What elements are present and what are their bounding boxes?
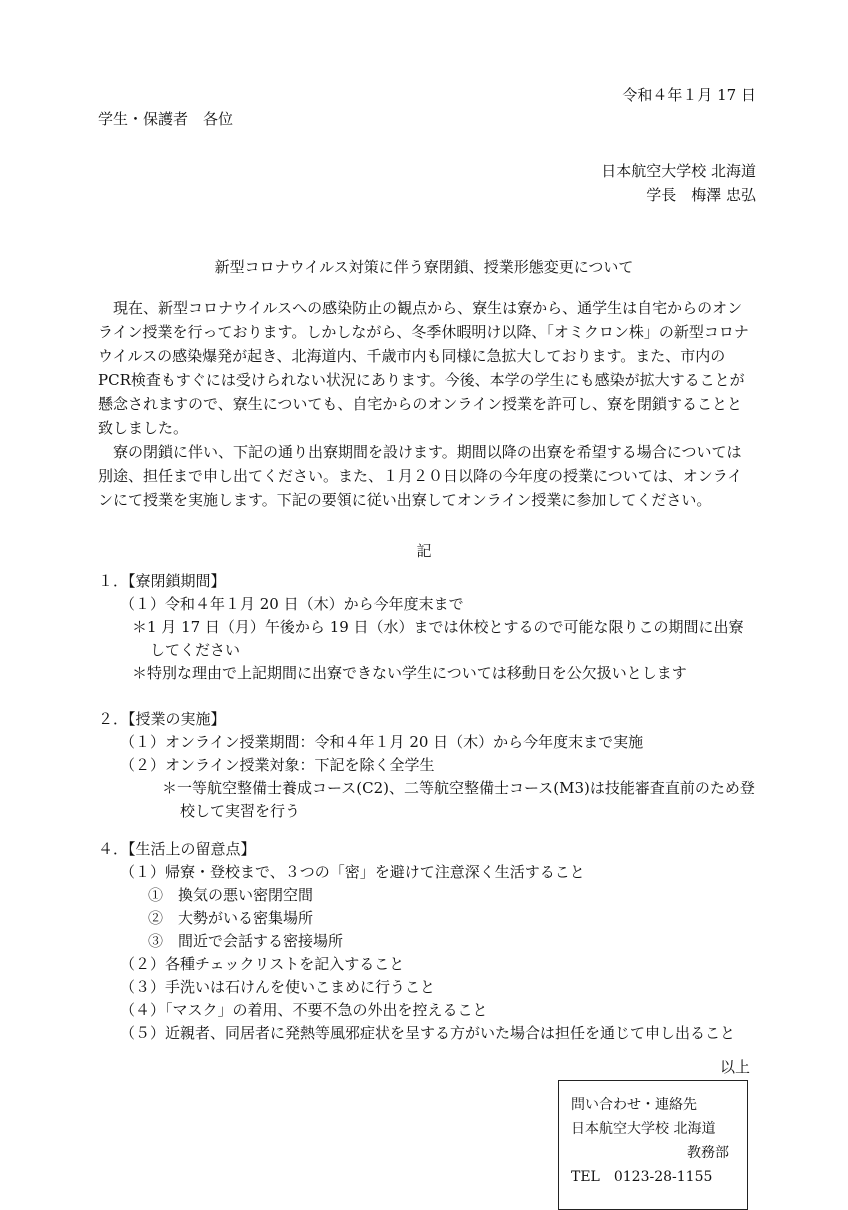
contact-department: 教務部 (687, 1145, 729, 1161)
list-item: （１）令和４年１月 20 日（木）から今年度末まで (120, 595, 464, 613)
ki-heading: 記 (416, 542, 432, 560)
list-item: （３）手洗いは石けんを使いこまめに行うこと (120, 978, 436, 996)
document-title: 新型コロナウイルス対策に伴う寮閉鎖、授業形態変更について (214, 258, 634, 276)
list-item: （２）各種チェックリストを記入すること (120, 955, 405, 973)
note-wrapper (98, 777, 758, 823)
body-paragraph: 現在、新型コロナウイルスへの感染防止の観点から、寮生は寮から、通学生は自宅からのオンライン授業を行っております。しかしながら、冬季休暇明け以降、「オミクロン株」の新型コロナウイルスの感染爆発が起き、北海道内、千歳市内も同様に急拡大しております。また、市内のPCR検査もすぐには受けられない状況にあります。今後、本学の学生にも感染が拡大することが懸念されますので、寮生についても、自宅からのオンライン授業を許可し、寮を閉鎖することと致しました。 (98, 299, 749, 437)
list-item: （２）オンライン授業対象：下記を除く全学生 (120, 756, 435, 774)
body-text (98, 296, 750, 512)
section-classes (98, 708, 758, 823)
addressee: 学生・保護者 各位 (98, 110, 234, 128)
list-item: （５）近親者、同居者に発熱等風邪症状を呈する方がいた場合は担任を通じて申し出ること (120, 1024, 736, 1042)
contact-box (558, 1080, 748, 1210)
section-heading: ４．【生活上の留意点】 (98, 840, 256, 858)
contact-phone: TEL 0123-28-1155 (571, 1169, 713, 1185)
contact-organization: 日本航空大学校 北海道 (571, 1121, 716, 1137)
list-item: （１）帰寮・登校まで、３つの「密」を避けて注意深く生活すること (120, 863, 585, 881)
note-wrapper (98, 616, 758, 662)
note: ＊1 月 17 日（月）午後から 19 日（水）までは休校とするので可能な限りこの期間に出寮してください (132, 618, 744, 659)
sub-item: ③ 間近で会話する密接場所 (148, 932, 344, 950)
contact-heading: 問い合わせ・連絡先 (571, 1097, 697, 1113)
document-date: 令和４年１月 17 日 (622, 86, 756, 104)
section-precautions (98, 838, 758, 1045)
list-item: （４）「マスク」の着用、不要不急の外出を控えること (120, 1001, 488, 1019)
sender-name: 学長 梅澤 忠弘 (646, 186, 756, 204)
sub-item: ② 大勢がいる密集場所 (148, 909, 314, 927)
body-paragraph: 寮の閉鎖に伴い、下記の通り出寮期間を設けます。期間以降の出寮を希望する場合については別途、担任まで申し出てください。また、１月２０日以降の今年度の授業については、オンラインにて授業を実施します。下記の要領に従い出寮してオンライン授業に参加してください。 (98, 443, 743, 509)
note: ＊一等航空整備士養成コース(C2)、二等航空整備士コース(M3)は技能審査直前のため登校して実習を行う (162, 779, 755, 820)
section-dorm-closure (98, 570, 758, 685)
note: ＊特別な理由で上記期間に出寮できない学生については移動日を公欠扱いとします (132, 664, 687, 682)
section-heading: １．【寮閉鎖期間】 (98, 572, 226, 590)
sub-item: ① 換気の悪い密閉空間 (148, 886, 314, 904)
sender-organization: 日本航空大学校 北海道 (601, 162, 756, 180)
closing-ijou: 以上 (719, 1058, 750, 1076)
list-item: （１）オンライン授業期間：令和４年１月 20 日（木）から今年度末まで実施 (120, 733, 644, 751)
section-heading: ２．【授業の実施】 (98, 710, 226, 728)
